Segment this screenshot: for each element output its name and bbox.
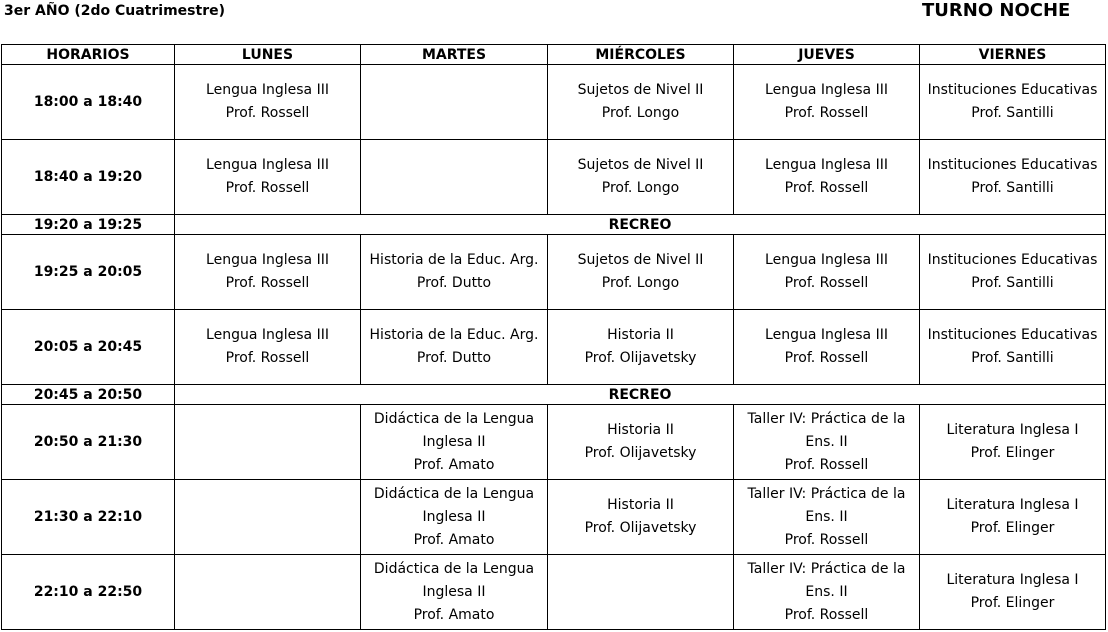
cell-line: Prof. Santilli [971, 350, 1054, 366]
time-slot: 20:05 a 20:45 [2, 310, 175, 385]
cell-line: Prof. Elinger [970, 445, 1055, 461]
class-cell-viernes [920, 555, 1106, 630]
col-header-viernes: VIERNES [920, 45, 1106, 65]
class-cell-viernes [920, 310, 1106, 385]
cell-line: Didáctica de la Lengua [373, 560, 535, 577]
cell-line: Prof. Amato [413, 531, 495, 548]
cell-line: Prof. Rossell [225, 105, 310, 121]
time-slot: 19:25 a 20:05 [2, 235, 175, 310]
cell-line: Prof. Olijavetsky [584, 350, 697, 366]
cell-line: Lengua Inglesa III [765, 82, 888, 98]
time-slot: 22:10 a 22:50 [2, 555, 175, 630]
cell-line: Prof. Dutto [416, 350, 492, 366]
cell-line: Historia II [607, 422, 674, 438]
table-row [2, 140, 1106, 215]
time-slot: 20:50 a 21:30 [2, 405, 175, 480]
class-cell-jueves [734, 555, 920, 630]
cell-line: Prof. Rossell [784, 275, 869, 291]
cell-line: Literatura Inglesa I [946, 422, 1079, 438]
cell-line: Prof. Rossell [784, 350, 869, 366]
cell-line: Prof. Longo [601, 105, 680, 121]
cell-line: Ens. II [805, 433, 848, 450]
cell-line: Taller IV: Práctica de la [747, 485, 906, 502]
cell-line: Instituciones Educativas [927, 157, 1098, 173]
class-cell-viernes [920, 235, 1106, 310]
class-cell-miercoles [548, 310, 734, 385]
class-cell-martes [361, 65, 548, 140]
cell-line: Taller IV: Práctica de la [747, 410, 906, 427]
cell-line: Prof. Rossell [225, 180, 310, 196]
class-cell-miercoles [548, 405, 734, 480]
cell-line: Sujetos de Nivel II [577, 252, 704, 268]
cell-line: Lengua Inglesa III [206, 252, 329, 268]
cell-line: Sujetos de Nivel II [577, 157, 704, 173]
cell-line: Prof. Olijavetsky [584, 520, 697, 536]
break-label: RECREO [175, 385, 1106, 405]
class-cell-martes [361, 480, 548, 555]
cell-line: Historia II [607, 327, 674, 343]
schedule-body [2, 65, 1106, 630]
cell-line: Prof. Rossell [784, 606, 869, 623]
time-slot: 20:45 a 20:50 [2, 385, 175, 405]
class-cell-martes [361, 310, 548, 385]
cell-line: Prof. Elinger [970, 520, 1055, 536]
cell-line: Inglesa II [422, 433, 486, 450]
cell-line: Lengua Inglesa III [765, 327, 888, 343]
cell-line: Prof. Olijavetsky [584, 445, 697, 461]
cell-line: Lengua Inglesa III [206, 157, 329, 173]
cell-line: Sujetos de Nivel II [577, 82, 704, 98]
break-row [2, 385, 1106, 405]
cell-line: Prof. Rossell [784, 180, 869, 196]
class-cell-martes [361, 235, 548, 310]
class-cell-lunes [175, 405, 361, 480]
class-cell-martes [361, 555, 548, 630]
col-header-horarios: HORARIOS [2, 45, 175, 65]
cell-line: Prof. Rossell [784, 531, 869, 548]
cell-line: Ens. II [805, 508, 848, 525]
class-cell-miercoles [548, 65, 734, 140]
cell-line: Prof. Amato [413, 606, 495, 623]
cell-line: Historia de la Educ. Arg. [369, 252, 539, 268]
table-row [2, 405, 1106, 480]
class-cell-miercoles [548, 555, 734, 630]
class-cell-lunes [175, 555, 361, 630]
cell-line: Prof. Santilli [971, 105, 1054, 121]
class-cell-viernes [920, 140, 1106, 215]
time-slot: 18:40 a 19:20 [2, 140, 175, 215]
class-cell-viernes [920, 65, 1106, 140]
cell-line: Historia de la Educ. Arg. [369, 327, 539, 343]
cell-line: Prof. Longo [601, 275, 680, 291]
cell-line: Lengua Inglesa III [765, 157, 888, 173]
col-header-lunes: LUNES [175, 45, 361, 65]
cell-line: Prof. Rossell [225, 275, 310, 291]
class-cell-miercoles [548, 235, 734, 310]
cell-line: Instituciones Educativas [927, 327, 1098, 343]
class-cell-martes [361, 140, 548, 215]
class-cell-viernes [920, 405, 1106, 480]
table-row [2, 310, 1106, 385]
cell-line: Inglesa II [422, 583, 486, 600]
cell-line: Ens. II [805, 583, 848, 600]
cell-line: Didáctica de la Lengua [373, 410, 535, 427]
class-cell-jueves [734, 405, 920, 480]
class-cell-viernes [920, 480, 1106, 555]
cell-line: Prof. Santilli [971, 275, 1054, 291]
cell-line: Instituciones Educativas [927, 82, 1098, 98]
class-cell-lunes [175, 235, 361, 310]
cell-line: Didáctica de la Lengua [373, 485, 535, 502]
cell-line: Taller IV: Práctica de la [747, 560, 906, 577]
class-cell-jueves [734, 235, 920, 310]
cell-line: Prof. Rossell [784, 105, 869, 121]
table-row [2, 65, 1106, 140]
schedule-title: 3er AÑO (2do Cuatrimestre) [4, 3, 225, 19]
table-row [2, 480, 1106, 555]
class-cell-lunes [175, 480, 361, 555]
class-cell-jueves [734, 140, 920, 215]
cell-line: Prof. Elinger [970, 595, 1055, 611]
class-cell-jueves [734, 310, 920, 385]
cell-line: Lengua Inglesa III [206, 82, 329, 98]
header-row [2, 45, 1106, 65]
time-slot: 18:00 a 18:40 [2, 65, 175, 140]
shift-label: TURNO NOCHE [922, 0, 1071, 21]
cell-line: Prof. Dutto [416, 275, 492, 291]
col-header-miercoles: MIÉRCOLES [548, 45, 734, 65]
class-cell-lunes [175, 65, 361, 140]
table-row [2, 555, 1106, 630]
cell-line: Prof. Santilli [971, 180, 1054, 196]
table-row [2, 235, 1106, 310]
class-cell-martes [361, 405, 548, 480]
class-cell-miercoles [548, 140, 734, 215]
class-cell-jueves [734, 65, 920, 140]
time-slot: 21:30 a 22:10 [2, 480, 175, 555]
cell-line: Lengua Inglesa III [765, 252, 888, 268]
cell-line: Literatura Inglesa I [946, 497, 1079, 513]
cell-line: Prof. Rossell [784, 456, 869, 473]
cell-line: Lengua Inglesa III [206, 327, 329, 343]
class-cell-miercoles [548, 480, 734, 555]
schedule-table [1, 44, 1106, 630]
cell-line: Prof. Longo [601, 180, 680, 196]
cell-line: Instituciones Educativas [927, 252, 1098, 268]
cell-line: Historia II [607, 497, 674, 513]
cell-line: Prof. Amato [413, 456, 495, 473]
class-cell-lunes [175, 140, 361, 215]
cell-line: Prof. Rossell [225, 350, 310, 366]
class-cell-lunes [175, 310, 361, 385]
break-label: RECREO [175, 215, 1106, 235]
break-row [2, 215, 1106, 235]
cell-line: Literatura Inglesa I [946, 572, 1079, 588]
cell-line: Inglesa II [422, 508, 486, 525]
class-cell-jueves [734, 480, 920, 555]
time-slot: 19:20 a 19:25 [2, 215, 175, 235]
col-header-martes: MARTES [361, 45, 548, 65]
col-header-jueves: JUEVES [734, 45, 920, 65]
